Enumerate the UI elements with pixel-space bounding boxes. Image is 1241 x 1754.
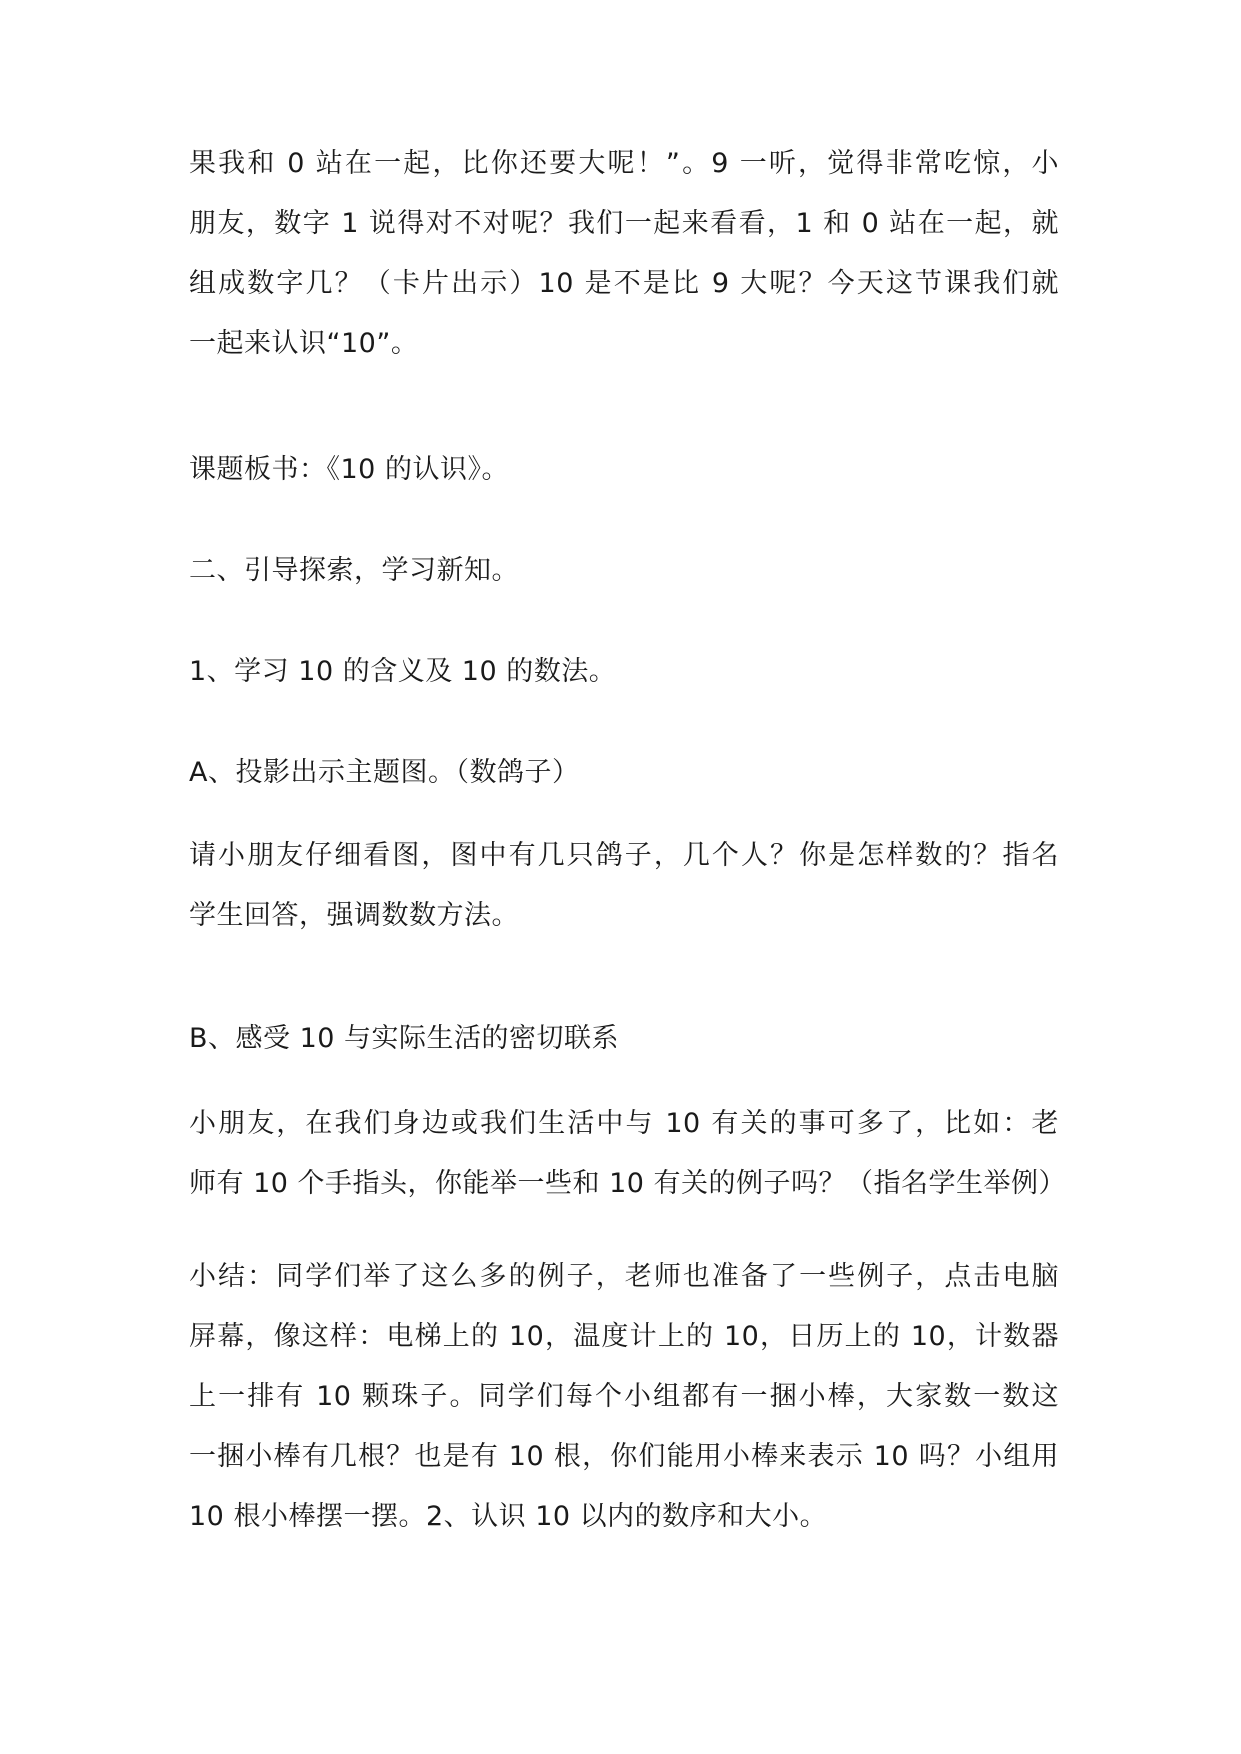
paragraph-section-heading [189,541,1059,601]
text-line: 一起来认识“10”。 [189,328,419,359]
text-line: 朋友，数字 1 说得对不对呢？我们一起来看看，1 和 0 站在一起，就 [189,208,1059,239]
text-line: 10 根小棒摆一摆。2、认识 10 以内的数序和大小。 [189,1501,828,1532]
paragraph-summary [189,1247,1059,1547]
text-line: 小朋友，在我们身边或我们生活中与 10 有关的事可多了，比如：老 [189,1108,1059,1139]
text-line: 一捆小棒有几根？也是有 10 根，你们能用小棒来表示 10 吗？小组用 [189,1441,1059,1472]
text-line: 屏幕，像这样：电梯上的 10，温度计上的 10，日历上的 10，计数器 [189,1321,1059,1352]
text-line: 上一排有 10 颗珠子。同学们每个小组都有一捆小棒，大家数一数这 [189,1381,1059,1412]
text-line: A、投影出示主题图。（数鸽子） [189,757,580,788]
text-line: 1、学习 10 的含义及 10 的数法。 [189,656,617,687]
paragraph-item-a [189,743,1059,803]
text-line: 师有 10 个手指头，你能举一些和 10 有关的例子吗？（指名学生举例） [189,1168,1067,1199]
paragraph-item-1 [189,642,1059,702]
text-line: 组成数字几？（卡片出示）10 是不是比 9 大呢？今天这节课我们就 [189,268,1059,299]
text-line: 小结：同学们举了这么多的例子，老师也准备了一些例子，点击电脑 [189,1261,1059,1292]
text-line: 学生回答，强调数数方法。 [189,900,519,931]
paragraph-pigeons [189,826,1059,946]
paragraph-examples [189,1094,1067,1214]
paragraph-title-note [189,440,1059,500]
text-line: 二、引导探索，学习新知。 [189,555,519,586]
text-line: 课题板书：《10 的认识》。 [189,454,509,485]
text-line: 果我和 0 站在一起，比你还要大呢！”。9 一听，觉得非常吃惊，小 [189,148,1059,179]
text-line: B、感受 10 与实际生活的密切联系 [189,1023,620,1054]
paragraph-item-b [189,1009,1059,1069]
text-line: 请小朋友仔细看图，图中有几只鸽子，几个人？你是怎样数的？指名 [189,840,1059,871]
paragraph-intro [189,134,1059,374]
